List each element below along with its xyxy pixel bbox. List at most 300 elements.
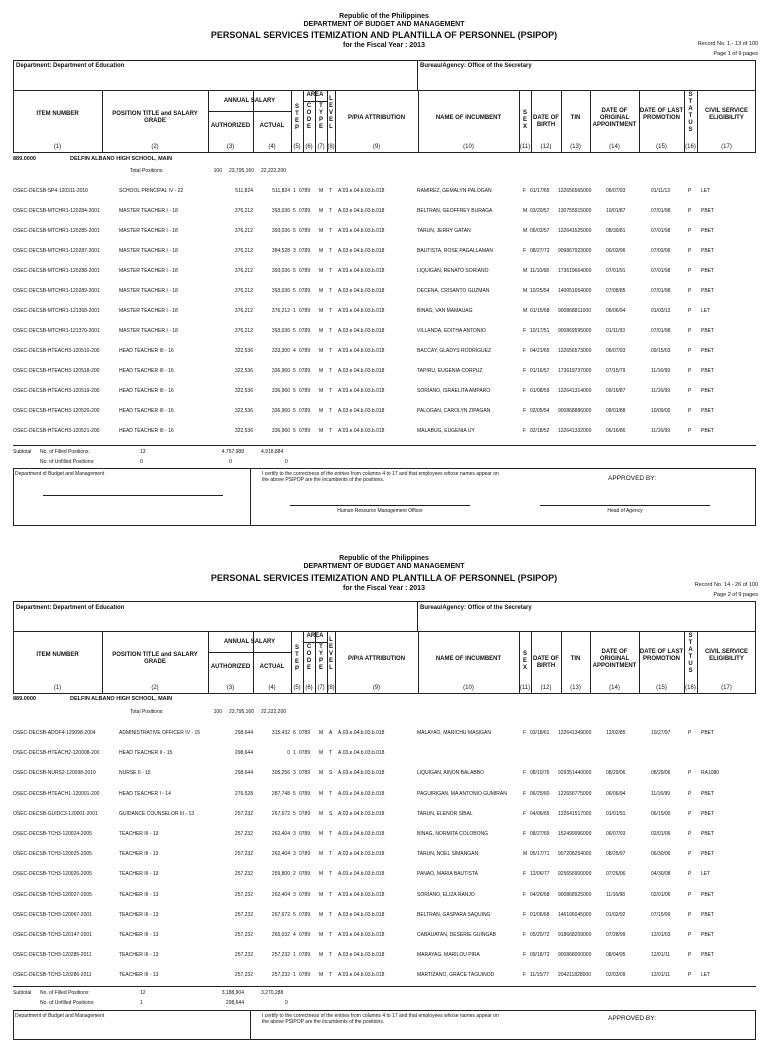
column-area-type: T Y P E	[318, 103, 323, 130]
unfilled-label: No. of Unfilled Positions:	[40, 459, 95, 465]
step: 3	[293, 248, 296, 254]
level: T	[329, 248, 333, 254]
area-type: M	[319, 851, 324, 858]
date-of-birth: 05/20/72	[530, 932, 550, 938]
item-number: OSEC-DECSB-MTCHR1-120284-2001	[13, 208, 100, 214]
eligibility: RA1080	[701, 770, 720, 777]
table-row	[0, 851, 768, 863]
actual-salary: 336,960	[271, 368, 290, 374]
column-number: (3)	[226, 685, 235, 691]
authorized-salary: 376,212	[234, 228, 253, 234]
date-last-promotion: 02/01/06	[651, 831, 671, 837]
level: T	[329, 831, 333, 837]
date-original-appointment: 06/07/93	[606, 188, 626, 194]
area-type: M	[319, 831, 324, 837]
dbm-line: DEPARTMENT OF BUDGET AND MANAGEMENT	[303, 21, 465, 28]
date-of-birth: 10/25/54	[530, 288, 550, 294]
area-type: M	[319, 408, 324, 414]
status: P	[688, 408, 692, 414]
area-type: M	[319, 871, 324, 878]
sex: F	[523, 871, 527, 878]
date-of-birth: 02/18/52	[530, 428, 550, 434]
column-number: (13)	[570, 685, 581, 691]
status: P	[688, 228, 692, 234]
level: T	[329, 388, 333, 394]
date-last-promotion: 04/30/08	[651, 871, 671, 878]
authorized-salary: 376,212	[234, 308, 253, 314]
authorized-salary: 257,232	[234, 851, 253, 858]
table-row	[0, 368, 768, 380]
level: T	[329, 428, 333, 434]
sex: M	[523, 308, 528, 314]
authorized-salary: 257,232	[234, 952, 253, 959]
date-of-birth: 01/08/59	[530, 388, 550, 394]
position-title: TEACHER III - 13	[119, 972, 159, 979]
item-number: OSEC-DECSB-MTCHR1-120287-2001	[13, 248, 100, 254]
area-code: 0789	[299, 348, 311, 354]
fiscal-year: for the Fiscal Year : 2013	[343, 585, 425, 592]
total-actual: 22,222,200	[261, 168, 287, 174]
sex: F	[523, 831, 527, 837]
status: P	[688, 810, 692, 817]
column-number: (17)	[721, 144, 732, 150]
table-row	[0, 408, 768, 420]
sex: M	[523, 851, 528, 858]
fiscal-year: for the Fiscal Year : 2013	[343, 42, 425, 49]
column-incumbent: NAME OF INCUMBENT	[435, 656, 502, 662]
step: 6	[293, 730, 296, 736]
table-row	[0, 308, 768, 320]
authorized-salary: 298,644	[234, 770, 253, 777]
authorized-salary: 257,232	[234, 972, 253, 979]
area-code: 0789	[299, 408, 311, 414]
column-authorized: AUTHORIZED	[210, 123, 251, 129]
eligibility: LET	[701, 871, 711, 878]
date-last-promotion: 11/16/99	[651, 428, 671, 434]
area-type: M	[319, 328, 324, 334]
incumbent-name: BINAG, NORMITA COLOBONG	[417, 831, 489, 837]
actual-salary: 305,256	[271, 770, 290, 777]
status: P	[688, 268, 692, 274]
position-title: TEACHER III - 13	[119, 851, 159, 858]
step: 5	[293, 790, 296, 797]
date-of-birth: 10/17/51	[530, 328, 550, 334]
eligibility: PBET	[701, 810, 715, 817]
date-last-promotion: 08/29/06	[651, 770, 671, 777]
date-original-appointment: 01/11/93	[606, 328, 626, 334]
date-of-birth: 06/25/60	[530, 790, 550, 797]
incumbent-name: TARUN, NOEL SIMANGAN	[417, 851, 479, 858]
incumbent-name: CABAUATAN, DESERIE GUINGAB	[417, 932, 496, 938]
area-code: 0789	[299, 851, 311, 858]
position-title: MASTER TEACHER I - 18	[119, 228, 178, 234]
status: P	[688, 308, 692, 314]
eligibility: PBET	[701, 891, 715, 898]
area-type: M	[319, 810, 324, 817]
column-date-promotion: DATE OF LAST PROMOTION	[639, 649, 684, 662]
actual-salary: 262,404	[271, 831, 290, 837]
sex: F	[523, 810, 527, 817]
ppa-attribution: A.03.e.04.b.03.b.018	[338, 368, 385, 374]
eligibility: PBET	[701, 428, 715, 434]
actual-salary: 287,748	[271, 790, 290, 797]
actual-salary: 336,960	[271, 388, 290, 394]
sex: F	[523, 770, 527, 777]
column-item-number: ITEM NUMBER	[36, 111, 79, 117]
date-of-birth: 01/15/68	[530, 308, 550, 314]
eligibility: PBET	[701, 248, 715, 254]
level: T	[329, 228, 333, 234]
eligibility: PBET	[701, 328, 715, 334]
total-positions-label: Total Positions:	[130, 168, 164, 174]
position-title: TEACHER III - 13	[119, 932, 159, 938]
school-name: DELFIN ALBANO HIGH SCHOOL, MAIN	[70, 696, 173, 702]
area-type: M	[319, 188, 324, 194]
bureau-label: Bureau/Agency: Office of the Secretary	[420, 63, 532, 69]
tin: 130755915000	[558, 208, 592, 214]
school-name: DELFIN ALBANO HIGH SCHOOL, MAIN	[70, 156, 173, 162]
column-actual: ACTUAL	[259, 123, 285, 129]
step: 5	[293, 911, 296, 918]
step: 5	[293, 810, 296, 817]
column-eligibility: CIVIL SERVICE ELIGIBILITY	[704, 108, 749, 121]
incumbent-name: PAGUIRIGAN, MA ANTONIO GUMIRAN	[417, 790, 507, 797]
date-original-appointment: 12/02/85	[606, 730, 626, 736]
table-row	[0, 208, 768, 220]
table-row	[0, 770, 768, 782]
status: P	[688, 348, 692, 354]
filled-label: No. of Filled Positions:	[40, 990, 90, 996]
position-title: MASTER TEACHER I - 18	[119, 208, 178, 214]
area-type: M	[319, 770, 324, 777]
dbm-line: DEPARTMENT OF BUDGET AND MANAGEMENT	[303, 563, 465, 570]
area-code: 0789	[299, 288, 311, 294]
area-type: M	[319, 388, 324, 394]
incumbent-name: BELTRAN, GASPARA SAQUING	[417, 911, 491, 918]
report-title: PERSONAL SERVICES ITEMIZATION AND PLANTILLA OF PERSONNEL (PSIPOP)	[210, 30, 558, 40]
eligibility: LET	[701, 972, 711, 979]
date-last-promotion: 06/30/06	[651, 851, 671, 858]
column-area-type: T Y P E	[318, 644, 323, 671]
date-of-birth: 03/20/57	[530, 208, 550, 214]
ppa-attribution: A.03.e.04.b.03.b.018	[338, 871, 385, 878]
position-title: NURSE II - 15	[119, 770, 151, 777]
sex: F	[523, 408, 527, 414]
sex: F	[523, 911, 527, 918]
column-step: S T E P	[294, 104, 299, 131]
authorized-salary: 257,232	[234, 891, 253, 898]
filled-actual: 3,270,288	[261, 990, 284, 996]
area-code: 0789	[299, 730, 311, 736]
item-number: OSEC-DECSB-MTCHR1-120289-2001	[13, 288, 100, 294]
tin: 204211828000	[558, 972, 591, 979]
position-title: TEACHER III - 13	[119, 952, 159, 959]
authorized-salary: 322,536	[234, 428, 253, 434]
position-title: ADMINISTRATIVE OFFICER IV - 15	[119, 730, 201, 736]
area-type: M	[319, 790, 324, 797]
tin: 907208254000	[558, 851, 592, 858]
ppa-attribution: A.03.e.04.b.03.b.018	[338, 952, 385, 959]
ppa-attribution: A.03.e.04.b.03.b.018	[338, 348, 385, 354]
date-original-appointment: 07/08/85	[606, 288, 626, 294]
date-of-birth: 06/03/57	[530, 228, 550, 234]
incumbent-name: LIQUIGAN, RENATO SORIANO	[417, 268, 489, 274]
position-title: HEAD TEACHER III - 16	[119, 428, 174, 434]
status: P	[688, 952, 692, 959]
level: T	[329, 952, 333, 959]
page-number: Page 1 of 9 pages	[713, 51, 758, 57]
area-code: 0789	[299, 208, 311, 214]
column-number: (14)	[609, 144, 620, 150]
step: 3	[293, 831, 296, 837]
step: 5	[293, 428, 296, 434]
department-label: Department: Department of Education	[16, 605, 125, 611]
column-number: (2)	[151, 144, 159, 150]
total-positions-label: Total Positions:	[130, 709, 164, 715]
tin: 122641525000	[558, 228, 592, 234]
table-row	[0, 932, 768, 944]
area-type: M	[319, 208, 324, 214]
area-code: 0789	[299, 871, 311, 878]
authorized-salary: 376,212	[234, 328, 253, 334]
sex: F	[523, 891, 527, 898]
table-row	[0, 750, 768, 762]
column-number: (1)	[53, 685, 62, 691]
sex: F	[523, 972, 527, 979]
area-code: 0789	[299, 368, 311, 374]
date-of-birth: 11/15/77	[530, 972, 550, 979]
date-original-appointment: 08/29/06	[606, 770, 626, 777]
item-number: OSEC-DECSB-MTCHR1-121368-2001	[13, 308, 100, 314]
unfilled-count: 0	[140, 459, 143, 465]
date-last-promotion: 12/01/11	[651, 952, 671, 959]
date-of-birth: 11/10/68	[530, 268, 550, 274]
ppa-attribution: A.03.e.04.b.03.b.018	[338, 810, 385, 817]
date-original-appointment: 07/01/91	[606, 268, 626, 274]
status: P	[688, 288, 692, 294]
step: 3	[293, 770, 296, 777]
incumbent-name: BINAG, VAN MAMAUAG	[417, 308, 473, 314]
actual-salary: 265,032	[271, 932, 290, 938]
position-title: GUIDANCE COUNSELOR III - 13	[119, 810, 195, 817]
area-code: 0789	[299, 932, 311, 938]
date-of-birth: 05/17/71	[530, 851, 550, 858]
status: P	[688, 388, 692, 394]
area-code: 0789	[299, 790, 311, 797]
date-original-appointment: 10/01/87	[606, 208, 626, 214]
column-ppa: P/P/A ATTRIBUTION	[347, 656, 406, 662]
table-row	[0, 952, 768, 964]
incumbent-name: BELTRAN, GEOFFREY BURAGA	[417, 208, 493, 214]
eligibility: PBET	[701, 932, 715, 938]
dbm-label: Department of Budget and Management	[15, 471, 105, 477]
area-code: 0789	[299, 810, 311, 817]
level: T	[329, 750, 333, 757]
column-number: (5)	[293, 685, 301, 691]
actual-salary: 336,960	[271, 428, 290, 434]
date-last-promotion: 12/01/03	[651, 932, 671, 938]
sex: F	[523, 932, 527, 938]
column-number: (8)	[327, 144, 335, 150]
item-number: OSEC-DECSB-SP4-120311-2010	[13, 188, 88, 194]
eligibility: PBET	[701, 348, 715, 354]
item-number: OSEC-DECSB-HTEACH3-120521-200	[13, 428, 100, 434]
level: T	[329, 208, 333, 214]
ppa-attribution: A.03.e.04.b.03.b.018	[338, 730, 385, 736]
authorized-salary: 322,536	[234, 348, 253, 354]
eligibility: LET	[701, 308, 711, 314]
unfilled-count: 1	[140, 1000, 143, 1006]
department-label: Department: Department of Education	[16, 63, 125, 69]
status: P	[688, 770, 692, 777]
date-original-appointment: 01/02/92	[606, 911, 626, 918]
status: P	[688, 730, 692, 736]
date-last-promotion: 07/03/06	[651, 248, 671, 254]
total-positions-value: 100	[213, 709, 222, 715]
incumbent-name: MALAYAO, MARICHU MASIGAN	[417, 730, 491, 736]
unfilled-label: No. of Unfilled Positions:	[40, 1000, 95, 1006]
level: T	[329, 932, 333, 938]
unfilled-authorized: 0	[229, 459, 232, 465]
column-number: (4)	[268, 685, 276, 691]
ppa-attribution: A.03.e.04.b.03.b.018	[338, 750, 385, 757]
column-position-title: POSITION TITLE and SALARY GRADE	[112, 652, 198, 665]
table-row	[0, 388, 768, 400]
ppa-attribution: A.03.e.04.b.03.b.018	[338, 831, 385, 837]
area-code: 0789	[299, 750, 311, 757]
area-type: M	[319, 932, 324, 938]
approved-by: APPROVED BY:	[608, 1015, 657, 1022]
eligibility: PBET	[701, 368, 715, 374]
republic-line: Republic of the Philippines	[339, 13, 429, 20]
date-of-birth: 09/18/73	[530, 952, 550, 959]
column-sex: S E X	[522, 651, 527, 671]
item-number: OSEC-DECSB-HTEACH3-120520-200	[13, 408, 100, 414]
level: T	[329, 368, 333, 374]
date-last-promotion: 01/11/13	[651, 188, 671, 194]
actual-salary: 393,036	[271, 208, 290, 214]
status: P	[688, 208, 692, 214]
actual-salary: 333,300	[271, 348, 290, 354]
subtotal-label: Subtotal	[13, 449, 32, 455]
date-original-appointment: 06/03/96	[606, 248, 626, 254]
ppa-attribution: A.03.e.04.b.03.b.018	[338, 770, 385, 777]
incumbent-name: VILLANDA, EDITHA ANTONIO	[417, 328, 486, 334]
ppa-attribution: A.03.e.04.b.03.b.018	[338, 228, 385, 234]
incumbent-name: TARUN, JERRY GATAN	[417, 228, 471, 234]
column-number: (12)	[540, 144, 552, 150]
date-original-appointment: 08/30/81	[606, 228, 626, 234]
actual-salary: 384,528	[271, 248, 290, 254]
tin: 122641517000	[558, 810, 592, 817]
column-level: L E V E L	[328, 96, 333, 130]
date-of-birth: 01/17/65	[530, 188, 550, 194]
actual-salary: 315,432	[271, 730, 290, 736]
sex: F	[523, 428, 527, 434]
date-original-appointment: 06/16/86	[606, 428, 626, 434]
actual-salary: 393,036	[271, 228, 290, 234]
date-of-birth: 02/05/54	[530, 408, 550, 414]
ppa-attribution: A.03.e.04.b.03.b.018	[338, 891, 385, 898]
area-type: M	[319, 268, 324, 274]
area-type: M	[319, 288, 324, 294]
table-row	[0, 871, 768, 883]
date-last-promotion: 07/01/98	[651, 328, 671, 334]
item-number: OSEC-DECSB-GUIDC3-120001-2001	[13, 810, 98, 817]
incumbent-name: SORIANO, ELIZA RANJO	[417, 891, 475, 898]
status: P	[688, 368, 692, 374]
date-original-appointment: 06/06/94	[606, 308, 626, 314]
date-of-birth: 01/16/57	[530, 368, 550, 374]
step: 2	[293, 871, 296, 878]
level: T	[329, 268, 333, 274]
position-title: MASTER TEACHER I - 18	[119, 328, 178, 334]
date-original-appointment: 07/15/79	[606, 368, 626, 374]
actual-salary: 336,960	[271, 408, 290, 414]
authorized-salary: 276,528	[234, 790, 253, 797]
area-code: 0789	[299, 248, 311, 254]
column-actual: ACTUAL	[259, 664, 285, 670]
record-number: Record No. 1 - 13 of 100	[697, 41, 758, 47]
sex: F	[523, 952, 527, 959]
authorized-salary: 376,212	[234, 248, 253, 254]
date-of-birth: 08/27/73	[530, 248, 550, 254]
ppa-attribution: A.03.e.04.b.03.b.018	[338, 208, 385, 214]
authorized-salary: 376,212	[234, 288, 253, 294]
date-last-promotion: 09/15/03	[651, 348, 671, 354]
sex: F	[523, 328, 527, 334]
column-date-original: DATE OF ORIGINAL APPOINTMENT	[592, 108, 637, 128]
position-title: MASTER TEACHER I - 18	[119, 248, 178, 254]
date-last-promotion: 10/27/97	[651, 730, 671, 736]
column-status: S T A T U S	[688, 633, 693, 674]
position-title: HEAD TEACHER II - 15	[119, 750, 173, 757]
item-number: OSEC-DECSB-NURS2-120098-2010	[13, 770, 96, 777]
date-original-appointment: 09/16/87	[606, 388, 626, 394]
tin: 122641314000	[558, 388, 592, 394]
step: 3	[293, 851, 296, 858]
column-item-number: ITEM NUMBER	[36, 652, 79, 658]
step: 3	[293, 891, 296, 898]
date-original-appointment: 06/07/93	[606, 348, 626, 354]
column-number: (12)	[540, 685, 552, 691]
column-number: (3)	[226, 144, 235, 150]
ppa-attribution: A.03.e.04.b.03.b.018	[338, 932, 385, 938]
status: P	[688, 932, 692, 938]
area-type: M	[319, 730, 324, 736]
column-position-title: POSITION TITLE and SALARY GRADE	[112, 111, 198, 124]
sex: F	[523, 388, 527, 394]
area-code: 0789	[299, 268, 311, 274]
sex: M	[523, 228, 528, 234]
republic-line: Republic of the Philippines	[339, 555, 429, 562]
ppa-attribution: A.03.e.04.b.03.b.018	[338, 851, 385, 858]
item-number: OSEC-DECSB-TCH3-120027-2005	[13, 891, 92, 898]
date-original-appointment: 08/04/95	[606, 952, 626, 959]
area-code: 0789	[299, 952, 311, 959]
tin: 925656900000	[558, 871, 592, 878]
column-area-code: C O D E	[306, 103, 312, 130]
area-code: 0789	[299, 188, 311, 194]
date-original-appointment: 06/07/93	[606, 831, 626, 837]
unfilled-actual: 0	[285, 1000, 288, 1006]
status: P	[688, 851, 692, 858]
incumbent-name: MALABUG, EUGENIA UY	[417, 428, 475, 434]
column-number: (13)	[570, 144, 581, 150]
step: 1	[293, 952, 296, 959]
incumbent-name: TARUN, ELENOR SIBAL	[417, 810, 473, 817]
step: 5	[293, 368, 296, 374]
